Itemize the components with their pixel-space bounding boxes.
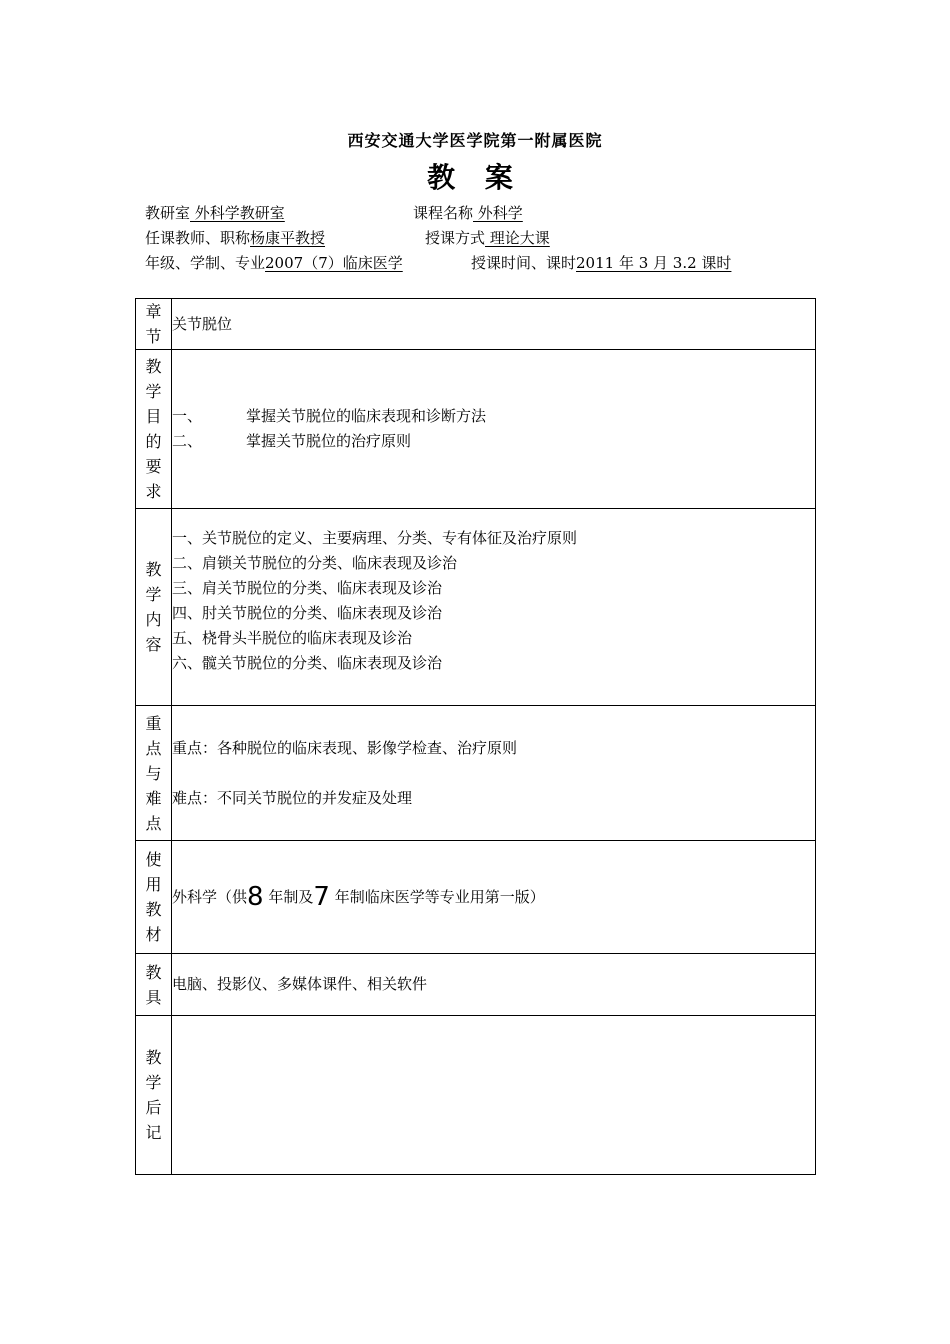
table-row <box>136 509 816 706</box>
textbook-text: 外科学（供8 年制及7 年制临床医学等专业用第一版） <box>172 881 545 912</box>
table-row <box>136 1016 816 1175</box>
row-content-chapter: 关节脱位 <box>172 299 816 350</box>
row-header: 章 节 <box>136 299 172 350</box>
meta-row-teacher <box>145 227 550 248</box>
dept-value: 外科学教研室 <box>190 204 285 222</box>
table-row <box>136 841 816 954</box>
list-item: 三、肩关节脱位的分类、临床表现及诊治 <box>172 579 443 597</box>
table-row <box>136 299 816 350</box>
time-value: 2011 年 3 月 3.2 课时 <box>576 254 732 272</box>
grade-label: 年级、学制、专业 <box>145 254 266 272</box>
hospital-name: 西安交通大学医学院第一附属医院 <box>347 131 603 150</box>
table-row <box>136 350 816 509</box>
row-content-key-points <box>172 706 816 841</box>
meta-row-grade <box>145 252 732 273</box>
grade-value: 2007（7）临床医学 <box>265 254 403 272</box>
key-point: 重点：各种脱位的临床表现、影像学检查、治疗原则 <box>172 738 518 757</box>
teacher-value: 杨康平教授 <box>250 229 326 247</box>
row-content-tools: 电脑、投影仪、多媒体课件、相关软件 <box>172 954 816 1016</box>
method-field <box>425 227 550 248</box>
list-item: 四、肘关节脱位的分类、临床表现及诊治 <box>172 604 443 622</box>
row-header: 重 点 与 难 点 <box>136 706 172 841</box>
list-item: 一、 掌握关节脱位的临床表现和诊断方法 <box>172 407 487 425</box>
table-row <box>136 706 816 841</box>
list-item: 二、肩锁关节脱位的分类、临床表现及诊治 <box>172 554 458 572</box>
row-content-postscript <box>172 1016 816 1175</box>
row-header: 教 具 <box>136 954 172 1016</box>
row-header: 教 学 内 容 <box>136 509 172 706</box>
course-value: 外科学 <box>473 204 523 222</box>
table-row <box>136 954 816 1016</box>
course-label: 课程名称 <box>413 204 474 222</box>
row-header: 教 学 目 的 要 求 <box>136 350 172 509</box>
time-field <box>471 252 731 273</box>
list-item: 五、桡骨头半脱位的临床表现及诊治 <box>172 629 413 647</box>
method-label: 授课方式 <box>425 229 486 247</box>
course-field <box>413 202 523 223</box>
list-item: 六、髋关节脱位的分类、临床表现及诊治 <box>172 654 443 672</box>
time-label: 授课时间、课时 <box>471 254 577 272</box>
teacher-label: 任课教师、职称 <box>145 229 251 247</box>
row-content-contents <box>172 509 816 706</box>
list-item: 一、关节脱位的定义、主要病理、分类、专有体征及治疗原则 <box>172 529 578 547</box>
document-title: 教 案 <box>427 161 523 194</box>
dept-label: 教研室 <box>145 204 191 222</box>
row-content-textbook <box>172 841 816 954</box>
lesson-table <box>135 298 816 1175</box>
difficult-point: 难点：不同关节脱位的并发症及处理 <box>172 788 413 807</box>
method-value: 理论大课 <box>485 229 550 247</box>
row-header: 使 用 教 材 <box>136 841 172 954</box>
list-item: 二、 掌握关节脱位的治疗原则 <box>172 432 412 450</box>
meta-row-dept <box>145 202 523 223</box>
row-content-objectives <box>172 350 816 509</box>
row-header: 教 学 后 记 <box>136 1016 172 1175</box>
